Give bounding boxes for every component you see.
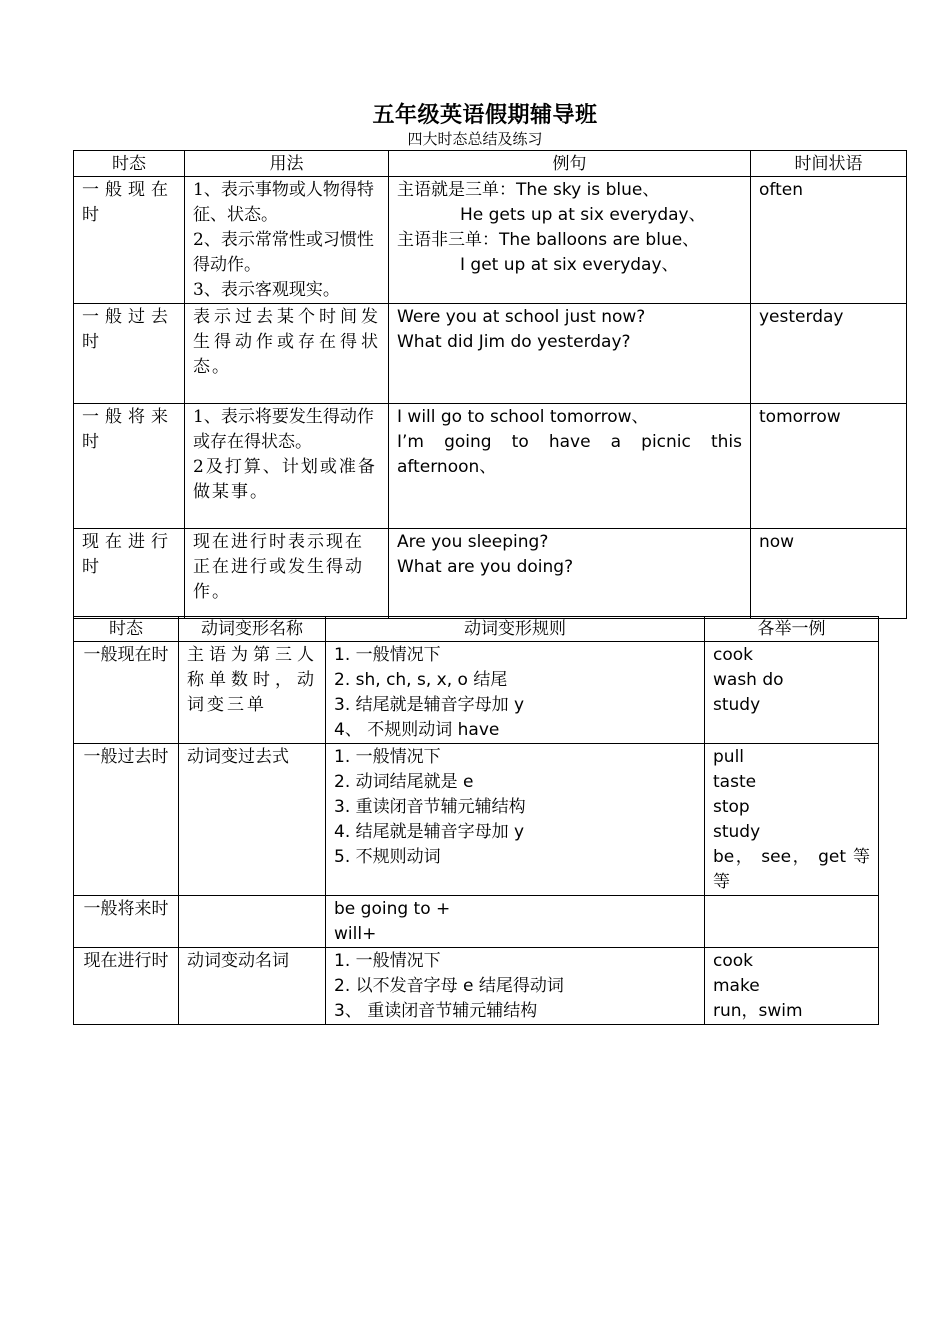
usage-cell xyxy=(185,404,389,529)
rules-cell xyxy=(326,642,705,744)
rule-line: 2. 动词结尾就是 e xyxy=(334,772,474,792)
document-title: 五年级英语假期辅导班 xyxy=(372,103,598,128)
examples-cell xyxy=(705,896,879,948)
example-word: stop xyxy=(713,797,750,817)
example-word: cook xyxy=(713,645,753,665)
tense-cell: 现在进行时 xyxy=(74,948,179,1025)
rule-line: 1. 一般情况下 xyxy=(334,747,441,767)
tense-cell: 一般过去时 xyxy=(74,304,185,404)
usage-cell: 现在进行时表示现在正在进行或发生得动作。 xyxy=(185,529,389,619)
tense-cell: 一般现在时 xyxy=(74,177,185,304)
table-row xyxy=(74,404,907,529)
usage-line: 2及打算、计划或准备做某事。 xyxy=(193,457,377,502)
header-tense: 时态 xyxy=(74,617,179,642)
tense-cell: 现在进行时 xyxy=(74,529,185,619)
usage-line: 1、表示事物或人物得特征、状态。 xyxy=(193,180,374,225)
example-line: 主语就是三单：The sky is blue、 xyxy=(397,180,660,200)
example-word: taste xyxy=(713,772,757,792)
examples-cell xyxy=(705,642,879,744)
tense-cell: 一般现在时 xyxy=(74,642,179,744)
header-verb-form-rules: 动词变形规则 xyxy=(326,617,705,642)
header-example: 例句 xyxy=(389,151,751,177)
example-word: cook xyxy=(713,951,753,971)
example-line: I will go to school tomorrow、 xyxy=(397,407,649,427)
example-cell xyxy=(389,404,751,529)
time-adverb-cell: now xyxy=(751,529,907,619)
header-usage: 用法 xyxy=(185,151,389,177)
table-row xyxy=(74,177,907,304)
example-line: 主语非三单：The balloons are blue、 xyxy=(397,230,700,250)
rule-line: 2. 以不发音字母 e 结尾得动词 xyxy=(334,976,564,996)
example-word: wash do xyxy=(713,670,784,690)
rules-cell xyxy=(326,744,705,896)
example-line: I get up at six everyday、 xyxy=(460,255,679,275)
rule-line: will+ xyxy=(334,924,377,944)
tense-cell: 一般将来时 xyxy=(74,404,185,529)
tense-cell: 一般过去时 xyxy=(74,744,179,896)
rule-line: 1. 一般情况下 xyxy=(334,951,441,971)
table-row xyxy=(74,642,879,744)
rule-line: 2. sh, ch, s, x, o 结尾 xyxy=(334,670,508,690)
time-adverb-cell: often xyxy=(751,177,907,304)
table-row xyxy=(74,896,879,948)
rule-line: 1. 一般情况下 xyxy=(334,645,441,665)
example-line: Were you at school just now? xyxy=(397,307,646,327)
examples-cell xyxy=(705,744,879,896)
rule-line: 4、 不规则动词 have xyxy=(334,720,500,740)
header-examples: 各举一例 xyxy=(705,617,879,642)
example-word: be， see， get 等等 xyxy=(713,847,870,892)
usage-cell xyxy=(185,177,389,304)
header-verb-form-name: 动词变形名称 xyxy=(179,617,326,642)
rule-line: 3. 结尾就是辅音字母加 y xyxy=(334,695,525,715)
rules-cell xyxy=(326,896,705,948)
usage-cell: 表示过去某个时间发生得动作或存在得状态。 xyxy=(185,304,389,404)
example-word: pull xyxy=(713,747,745,767)
table-row xyxy=(74,304,907,404)
example-line: I’m going to have a picnic this afternoon、 xyxy=(397,432,742,477)
document-subtitle: 四大时态总结及练习 xyxy=(407,130,543,148)
example-word: study xyxy=(713,695,761,715)
time-adverb-cell: yesterday xyxy=(751,304,907,404)
examples-cell xyxy=(705,948,879,1025)
table-row xyxy=(74,744,879,896)
usage-line: 2、表示常常性或习惯性得动作。 xyxy=(193,230,374,275)
rule-line: 5. 不规则动词 xyxy=(334,847,441,867)
header-tense: 时态 xyxy=(74,151,185,177)
time-adverb-cell: tomorrow xyxy=(751,404,907,529)
example-word: study xyxy=(713,822,761,842)
verb-form-name-cell: 动词变过去式 xyxy=(179,744,326,896)
verb-form-table xyxy=(73,616,879,1025)
tense-usage-table xyxy=(73,150,907,619)
example-line: He gets up at six everyday、 xyxy=(460,205,706,225)
rule-line: be going to + xyxy=(334,899,451,919)
header-time-adverb: 时间状语 xyxy=(751,151,907,177)
rule-line: 3、 重读闭音节辅元辅结构 xyxy=(334,1001,538,1021)
example-line: What are you doing? xyxy=(397,557,574,577)
example-cell xyxy=(389,177,751,304)
example-word: make xyxy=(713,976,760,996)
example-line: Are you sleeping? xyxy=(397,532,549,552)
rule-line: 4. 结尾就是辅音字母加 y xyxy=(334,822,525,842)
table-header-row xyxy=(74,617,879,642)
rule-line: 3. 重读闭音节辅元辅结构 xyxy=(334,797,526,817)
verb-form-name-cell: 主语为第三人称单数时，动词变三单 xyxy=(179,642,326,744)
table-row xyxy=(74,948,879,1025)
usage-line: 1、表示将要发生得动作或存在得状态。 xyxy=(193,407,374,452)
verb-form-name-cell: 动词变动名词 xyxy=(179,948,326,1025)
table-header-row xyxy=(74,151,907,177)
usage-line: 3、表示客观现实。 xyxy=(193,280,340,300)
verb-form-name-cell xyxy=(179,896,326,948)
tense-cell: 一般将来时 xyxy=(74,896,179,948)
example-word: run，swim xyxy=(713,1001,803,1021)
example-line: What did Jim do yesterday? xyxy=(397,332,631,352)
table-row xyxy=(74,529,907,619)
example-cell xyxy=(389,304,751,404)
example-cell xyxy=(389,529,751,619)
rules-cell xyxy=(326,948,705,1025)
